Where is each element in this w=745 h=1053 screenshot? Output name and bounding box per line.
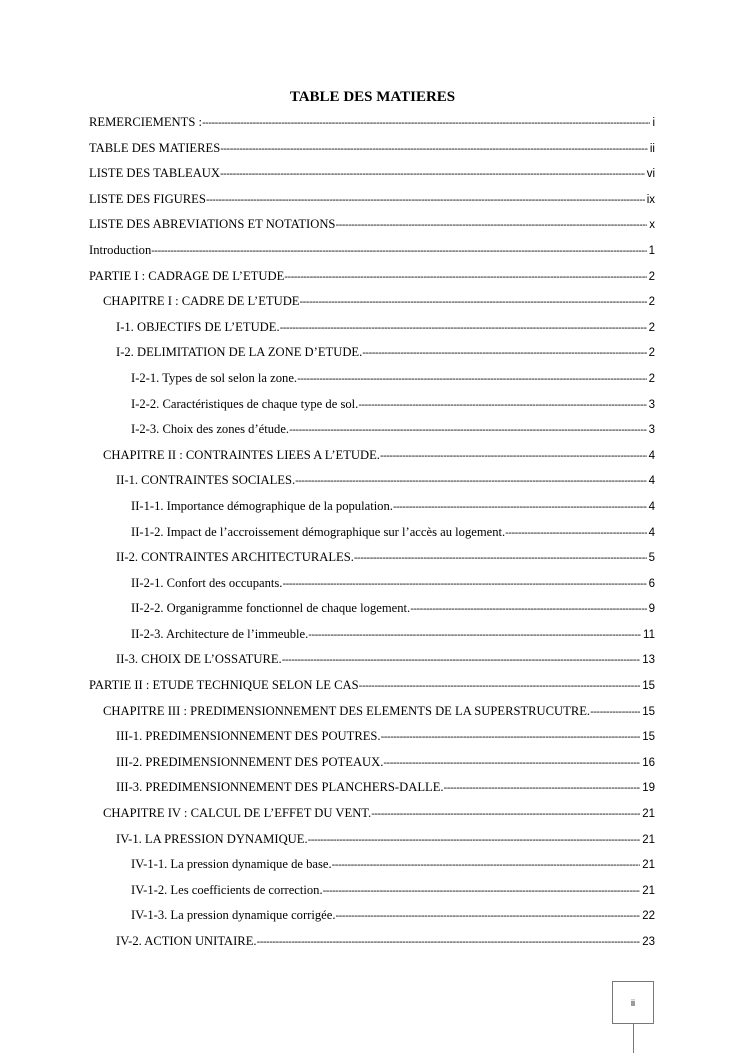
toc-entry-page: i xyxy=(652,117,655,129)
toc-leader-dashes xyxy=(282,652,641,668)
toc-entry-title: CHAPITRE III : PREDIMENSIONNEMENT DES ELEMENTS DE LA SUPERSTRUCUTRE. xyxy=(103,703,591,718)
toc-entry-title: I-2-1. Types de sol selon la zone. xyxy=(131,370,298,385)
toc-entry-title: Introduction xyxy=(89,242,152,257)
toc-entry-page: 3 xyxy=(648,424,655,437)
toc-entry[interactable] xyxy=(89,651,655,677)
toc-entry[interactable] xyxy=(89,319,655,345)
toc-entry-title: LISTE DES ABREVIATIONS ET NOTATIONS xyxy=(89,217,336,232)
toc-entry[interactable] xyxy=(89,114,655,140)
toc-leader-dashes xyxy=(308,627,641,643)
toc-entry-title: II-2. CONTRAINTES ARCHITECTURALES. xyxy=(116,550,354,565)
toc-entry-title: IV-2. ACTION UNITAIRE. xyxy=(116,934,257,948)
toc-entry-title: II-1. CONTRAINTES SOCIALES. xyxy=(116,473,296,488)
toc-entry[interactable] xyxy=(89,754,655,780)
page-number: ii xyxy=(612,981,654,1024)
toc-entry[interactable] xyxy=(89,370,655,396)
toc-entry-title: II-1-1. Importance démographique de la population. xyxy=(131,498,393,513)
toc-leader-dashes xyxy=(590,704,640,720)
toc-entry[interactable] xyxy=(89,703,655,729)
toc-entry[interactable] xyxy=(89,831,655,857)
toc-leader-dashes xyxy=(335,908,640,924)
toc-entry[interactable] xyxy=(89,933,655,959)
toc-entry-page: vi xyxy=(646,168,655,181)
toc-entry[interactable] xyxy=(89,600,655,626)
toc-leader-dashes xyxy=(383,755,640,771)
toc-entry-page: 4 xyxy=(648,526,655,539)
toc-entry-page: 13 xyxy=(642,654,655,667)
toc-entry-title: IV-1-2. Les coefficients de correction. xyxy=(131,882,323,897)
toc-entry-page: 4 xyxy=(648,449,655,462)
toc-entry-title: I-2-3. Choix des zones d’étude. xyxy=(131,422,290,437)
toc-entry[interactable] xyxy=(89,293,655,319)
toc-leader-dashes xyxy=(202,115,650,131)
toc-entry-page: 4 xyxy=(648,475,655,488)
toc-entry-title: CHAPITRE I : CADRE DE L’ETUDE xyxy=(103,294,300,309)
toc-leader-dashes xyxy=(332,857,641,873)
toc-entry[interactable] xyxy=(89,472,655,498)
toc-entry[interactable] xyxy=(89,421,655,447)
toc-entry-title: LISTE DES TABLEAUX xyxy=(89,166,220,181)
toc-entry-title: II-3. CHOIX DE L’OSSATURE. xyxy=(116,652,282,667)
toc-entry-page: 16 xyxy=(642,756,655,769)
toc-entry-title: REMERCIEMENTS : xyxy=(89,115,202,129)
toc-entry-page: 2 xyxy=(648,321,655,334)
toc-entry-page: 2 xyxy=(648,296,655,309)
toc-entry[interactable] xyxy=(89,907,655,933)
toc-entry-title: TABLE DES MATIERES xyxy=(89,140,221,155)
toc-entry[interactable] xyxy=(89,549,655,575)
toc-leader-dashes xyxy=(335,217,647,233)
toc-leader-dashes xyxy=(289,422,647,438)
toc-entry-page: 2 xyxy=(648,372,655,385)
toc-entry-page: 9 xyxy=(648,603,655,616)
toc-entry-page: 1 xyxy=(648,244,655,257)
toc-leader-dashes xyxy=(410,601,646,617)
toc-entry-title: III-2. PREDIMENSIONNEMENT DES POTEAUX. xyxy=(116,754,384,769)
toc-entry-page: 15 xyxy=(642,705,655,718)
toc-entry[interactable] xyxy=(89,575,655,601)
toc-entry-title: CHAPITRE IV : CALCUL DE L’EFFET DU VENT. xyxy=(103,806,372,821)
toc-leader-dashes xyxy=(206,192,645,208)
toc-entry[interactable] xyxy=(89,447,655,473)
toc-entry[interactable] xyxy=(89,524,655,550)
toc-entry-title: I-2. DELIMITATION DE LA ZONE D’ETUDE. xyxy=(116,345,363,360)
toc-leader-dashes xyxy=(280,320,647,336)
toc-leader-dashes xyxy=(308,832,641,848)
document-title: TABLE DES MATIERES xyxy=(289,89,456,105)
toc-leader-dashes xyxy=(284,269,646,285)
page-number-line xyxy=(633,1024,634,1053)
toc-entry-title: IV-1. LA PRESSION DYNAMIQUE. xyxy=(116,831,308,846)
toc-entry[interactable] xyxy=(89,779,655,805)
toc-leader-dashes xyxy=(505,525,646,541)
toc-entry-page: 3 xyxy=(648,398,655,411)
toc-entry-page: 21 xyxy=(642,859,655,872)
toc-entry-page: 19 xyxy=(642,782,655,795)
toc-entry-title: CHAPITRE II : CONTRAINTES LIEES A L’ETUDE. xyxy=(103,447,380,462)
toc-entry-page: ix xyxy=(646,193,655,206)
toc-entry[interactable] xyxy=(89,344,655,370)
toc-entry-page: 15 xyxy=(642,731,655,744)
toc-entry-title: IV-1-3. La pression dynamique corrigée. xyxy=(131,908,336,923)
toc-entry[interactable] xyxy=(89,140,655,166)
toc-leader-dashes xyxy=(257,934,641,950)
toc-entry[interactable] xyxy=(89,268,655,294)
toc-entry[interactable] xyxy=(89,396,655,422)
toc-entry-page: 23 xyxy=(642,936,655,948)
toc-entry[interactable] xyxy=(89,191,655,217)
toc-entry-page: 4 xyxy=(648,500,655,513)
toc-entry-page: 6 xyxy=(648,577,655,590)
toc-entry-title: II-1-2. Impact de l’accroissement démographique sur l’accès au logement. xyxy=(131,524,506,539)
toc-entry[interactable] xyxy=(89,805,655,831)
toc-entry[interactable] xyxy=(89,728,655,754)
toc-entry[interactable] xyxy=(89,498,655,524)
toc-leader-dashes xyxy=(393,499,647,515)
toc-entry-page: 5 xyxy=(648,552,655,565)
toc-entry-page: 2 xyxy=(648,347,655,360)
toc-leader-dashes xyxy=(362,345,646,361)
toc-leader-dashes xyxy=(358,397,646,413)
toc-leader-dashes xyxy=(381,729,641,745)
toc-entry-page: 21 xyxy=(642,884,655,897)
toc-entry-title: PARTIE II : ETUDE TECHNIQUE SELON LE CAS xyxy=(89,678,359,693)
toc-leader-dashes xyxy=(151,243,646,259)
toc-leader-dashes xyxy=(354,550,647,566)
toc-entry-page: ii xyxy=(649,142,655,155)
toc-entry[interactable] xyxy=(89,882,655,908)
toc-leader-dashes xyxy=(444,780,641,796)
toc-entry-page: 22 xyxy=(642,910,655,923)
toc-leader-dashes xyxy=(220,141,648,157)
toc-entry-title: II-2-3. Architecture de l’immeuble. xyxy=(131,626,309,641)
toc-entry-title: I-2-2. Caractéristiques de chaque type de sol. xyxy=(131,396,359,411)
toc-leader-dashes xyxy=(359,678,641,694)
toc-entry-title: LISTE DES FIGURES xyxy=(89,191,206,206)
toc-leader-dashes xyxy=(220,166,645,182)
toc-leader-dashes xyxy=(297,371,647,387)
toc-entry[interactable] xyxy=(89,242,655,268)
toc-entry[interactable] xyxy=(89,216,655,242)
toc-entry-title: III-1. PREDIMENSIONNEMENT DES POUTRES. xyxy=(116,729,381,744)
toc-leader-dashes xyxy=(282,576,646,592)
toc-leader-dashes xyxy=(323,883,641,899)
toc-entry-title: I-1. OBJECTIFS DE L’ETUDE. xyxy=(116,319,280,334)
toc-entry-page: 2 xyxy=(648,270,655,283)
toc-entry-title: II-2-2. Organigramme fonctionnel de chaque logement. xyxy=(131,601,411,616)
toc-entry-page: x xyxy=(649,219,655,232)
toc-entry[interactable] xyxy=(89,165,655,191)
toc-leader-dashes xyxy=(295,473,646,489)
toc-entry-title: IV-1-1. La pression dynamique de base. xyxy=(131,857,332,872)
toc-entry-title: II-2-1. Confort des occupants. xyxy=(131,575,283,590)
toc-entry[interactable] xyxy=(89,856,655,882)
toc-leader-dashes xyxy=(299,294,646,310)
toc-entry-title: III-3. PREDIMENSIONNEMENT DES PLANCHERS-DALLE. xyxy=(116,780,444,795)
toc-leader-dashes xyxy=(371,806,640,822)
toc-entry-page: 15 xyxy=(642,680,655,693)
toc-entry[interactable] xyxy=(89,626,655,652)
toc-entry-page: 11 xyxy=(643,628,655,641)
toc-leader-dashes xyxy=(380,448,647,464)
toc-entry-title: PARTIE I : CADRAGE DE L’ETUDE xyxy=(89,268,285,283)
toc-entry[interactable] xyxy=(89,677,655,703)
toc-entry-page: 21 xyxy=(642,808,655,821)
table-of-contents xyxy=(89,114,655,959)
toc-entry-page: 21 xyxy=(642,833,655,846)
